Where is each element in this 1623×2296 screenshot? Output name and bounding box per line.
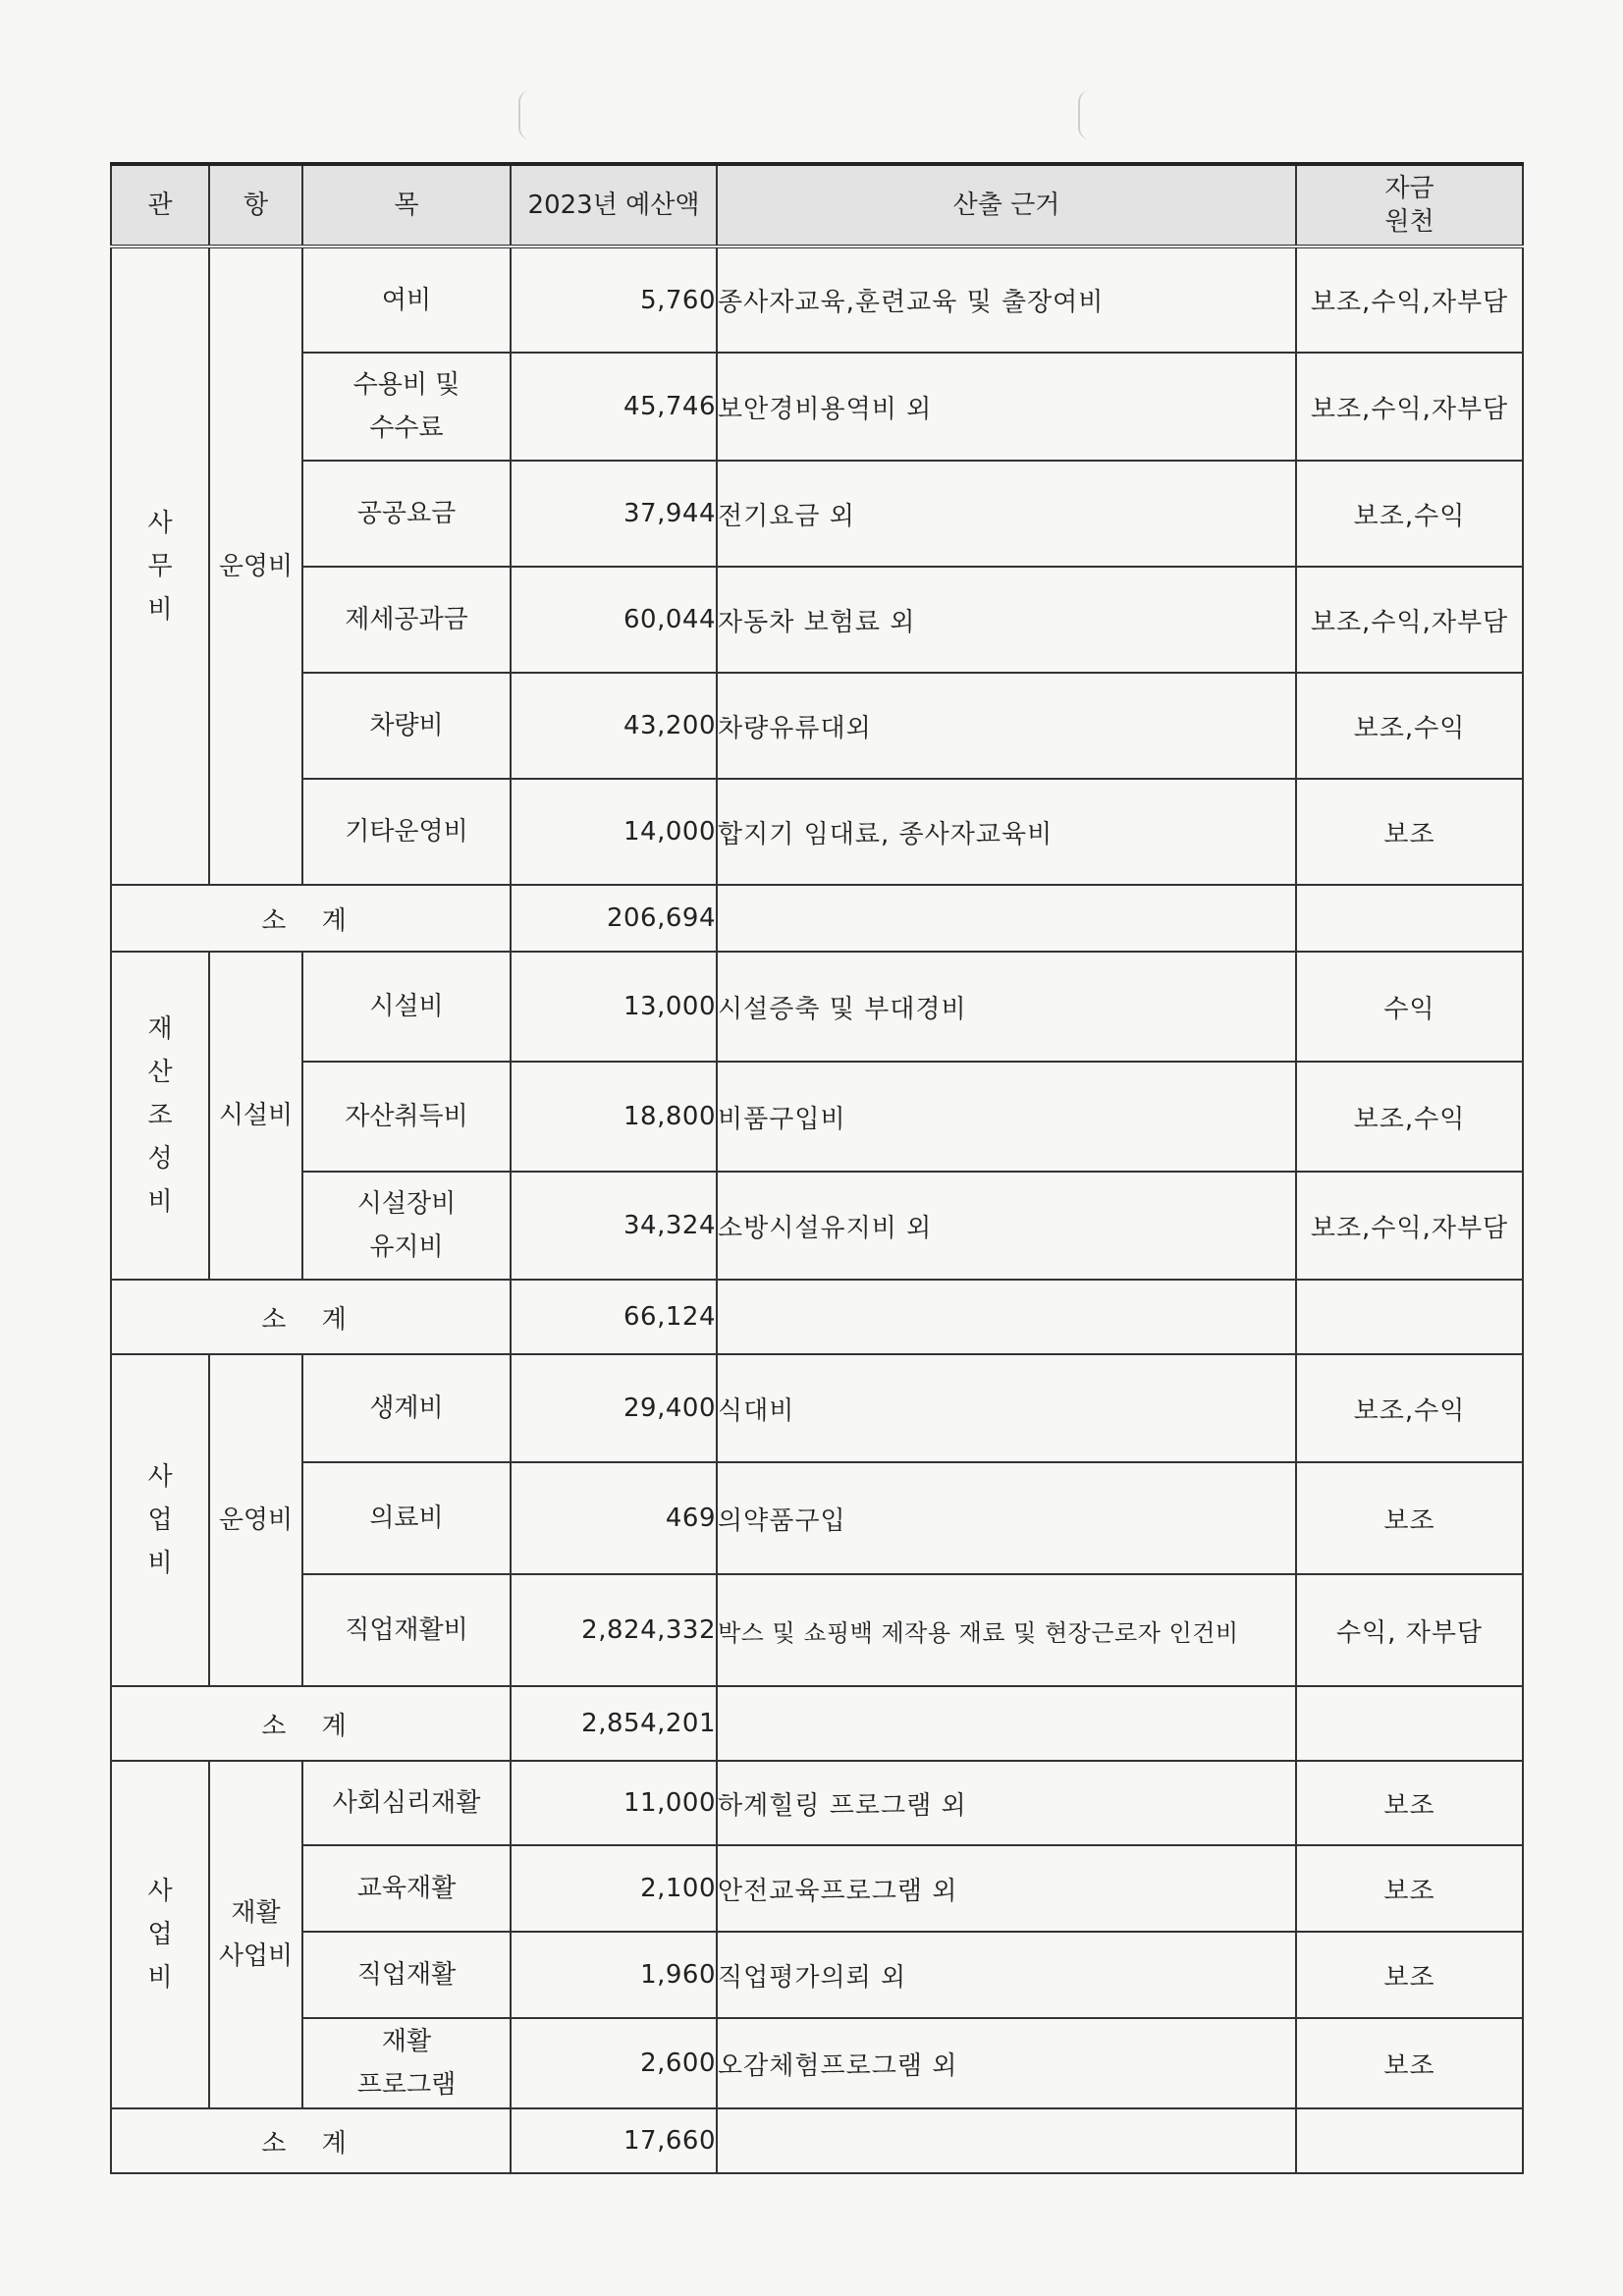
header-gwan: 관 [111,164,209,246]
basis-cell: 합지기 임대료, 종사자교육비 [717,779,1296,885]
hang-cell [209,1761,302,2108]
fund-cell: 수익, 자부담 [1296,1574,1523,1686]
fund-cell: 보조 [1296,1462,1523,1574]
table-row [111,353,1523,461]
amount-cell: 37,944 [511,461,717,567]
fund-cell: 수익 [1296,952,1523,1062]
mok-cell: 의료비 [302,1462,511,1574]
mok-label: 시설장비 유지비 [356,1189,457,1262]
subtotal-fund-empty [1296,1686,1523,1761]
subtotal-basis-empty [717,2108,1296,2173]
gwan-cell [111,1761,209,2108]
amount-cell: 1,960 [511,1932,717,2018]
amount-cell: 29,400 [511,1354,717,1462]
mok-cell: 차량비 [302,673,511,779]
header-fund-source-label: 자금 원천 [1384,174,1434,237]
amount-cell: 60,044 [511,567,717,673]
amount-cell: 34,324 [511,1172,717,1280]
hang-label: 재활 사업비 [218,1898,294,1971]
gwan-cell [111,952,209,1280]
fund-cell: 보조,수익,자부담 [1296,353,1523,461]
mok-cell [302,1172,511,1280]
gwan-label: 사 무 비 [147,508,173,625]
amount-cell: 5,760 [511,246,717,353]
gwan-cell [111,1354,209,1686]
subtotal-row [111,885,1523,952]
fund-cell: 보조 [1296,779,1523,885]
basis-cell: 식대비 [717,1354,1296,1462]
basis-cell: 시설증축 및 부대경비 [717,952,1296,1062]
amount-cell: 13,000 [511,952,717,1062]
fund-cell: 보조 [1296,1845,1523,1932]
basis-cell: 의약품구입 [717,1462,1296,1574]
table-row [111,1845,1523,1932]
gwan-label: 사 업 비 [147,1462,173,1578]
table-row [111,1932,1523,2018]
basis-cell: 차량유류대외 [717,673,1296,779]
mok-label: 수용비 및 수수료 [352,370,460,443]
table-row [111,246,1523,353]
subtotal-label: 소 계 [111,1280,511,1354]
gwan-label: 재 산 조 성 비 [147,1014,173,1217]
fund-cell: 보조 [1296,1761,1523,1845]
amount-cell: 2,600 [511,2018,717,2108]
subtotal-row [111,1280,1523,1354]
page-edge-mark-left [518,90,534,139]
subtotal-label: 소 계 [111,2108,511,2173]
budget-table [110,162,1524,2174]
basis-cell: 하계힐링 프로그램 외 [717,1761,1296,1845]
fund-cell: 보조,수익 [1296,461,1523,567]
mok-cell: 생계비 [302,1354,511,1462]
fund-cell: 보조,수익 [1296,1062,1523,1172]
mok-cell: 자산취득비 [302,1062,511,1172]
table-row [111,1462,1523,1574]
subtotal-basis-empty [717,1686,1296,1761]
hang-cell: 운영비 [209,1354,302,1686]
subtotal-fund-empty [1296,2108,1523,2173]
fund-cell: 보조 [1296,1932,1523,2018]
header-hang: 항 [209,164,302,246]
table-row [111,461,1523,567]
amount-cell: 43,200 [511,673,717,779]
subtotal-fund-empty [1296,1280,1523,1354]
mok-cell: 여비 [302,246,511,353]
basis-cell: 직업평가의뢰 외 [717,1932,1296,2018]
gwan-cell [111,246,209,885]
subtotal-basis-empty [717,885,1296,952]
fund-cell: 보조,수익,자부담 [1296,567,1523,673]
basis-cell: 소방시설유지비 외 [717,1172,1296,1280]
fund-cell: 보조,수익 [1296,673,1523,779]
mok-cell: 제세공과금 [302,567,511,673]
mok-cell: 교육재활 [302,1845,511,1932]
table-row [111,779,1523,885]
subtotal-amount: 66,124 [511,1280,717,1354]
fund-cell: 보조,수익,자부담 [1296,246,1523,353]
mok-cell: 시설비 [302,952,511,1062]
amount-cell: 18,800 [511,1062,717,1172]
basis-cell: 오감체험프로그램 외 [717,2018,1296,2108]
basis-cell: 보안경비용역비 외 [717,353,1296,461]
amount-cell: 469 [511,1462,717,1574]
page-edge-mark-right [1078,90,1094,139]
table-row [111,1354,1523,1462]
hang-cell: 운영비 [209,246,302,885]
basis-cell: 전기요금 외 [717,461,1296,567]
mok-label: 재활 프로그램 [356,2027,457,2100]
mok-cell: 직업재활비 [302,1574,511,1686]
fund-cell: 보조 [1296,2018,1523,2108]
fund-cell: 보조,수익,자부담 [1296,1172,1523,1280]
table-row [111,1761,1523,1845]
fund-cell: 보조,수익 [1296,1354,1523,1462]
table-row [111,952,1523,1062]
table-row [111,1062,1523,1172]
basis-cell: 비품구입비 [717,1062,1296,1172]
subtotal-amount: 206,694 [511,885,717,952]
subtotal-fund-empty [1296,885,1523,952]
mok-cell [302,2018,511,2108]
subtotal-label: 소 계 [111,1686,511,1761]
table-row [111,1172,1523,1280]
subtotal-amount: 2,854,201 [511,1686,717,1761]
header-budget-amount: 2023년 예산액 [511,164,717,246]
basis-cell: 종사자교육,훈련교육 및 출장여비 [717,246,1296,353]
header-row [111,164,1523,246]
mok-cell: 공공요금 [302,461,511,567]
mok-cell: 기타운영비 [302,779,511,885]
subtotal-row [111,2108,1523,2173]
header-fund-source [1296,164,1523,246]
hang-cell: 시설비 [209,952,302,1280]
basis-cell: 안전교육프로그램 외 [717,1845,1296,1932]
header-mok: 목 [302,164,511,246]
header-calculation-basis: 산출 근거 [717,164,1296,246]
table-row [111,567,1523,673]
subtotal-amount: 17,660 [511,2108,717,2173]
amount-cell: 11,000 [511,1761,717,1845]
amount-cell: 2,100 [511,1845,717,1932]
gwan-label: 사 업 비 [147,1877,173,1993]
subtotal-row [111,1686,1523,1761]
amount-cell: 45,746 [511,353,717,461]
basis-cell: 자동차 보험료 외 [717,567,1296,673]
mok-cell: 직업재활 [302,1932,511,2018]
amount-cell: 2,824,332 [511,1574,717,1686]
subtotal-label: 소 계 [111,885,511,952]
subtotal-basis-empty [717,1280,1296,1354]
table-row [111,673,1523,779]
table-row [111,1574,1523,1686]
amount-cell: 14,000 [511,779,717,885]
table-row [111,2018,1523,2108]
mok-cell: 사회심리재활 [302,1761,511,1845]
basis-cell: 박스 및 쇼핑백 제작용 재료 및 현장근로자 인건비 [717,1574,1296,1686]
mok-cell [302,353,511,461]
